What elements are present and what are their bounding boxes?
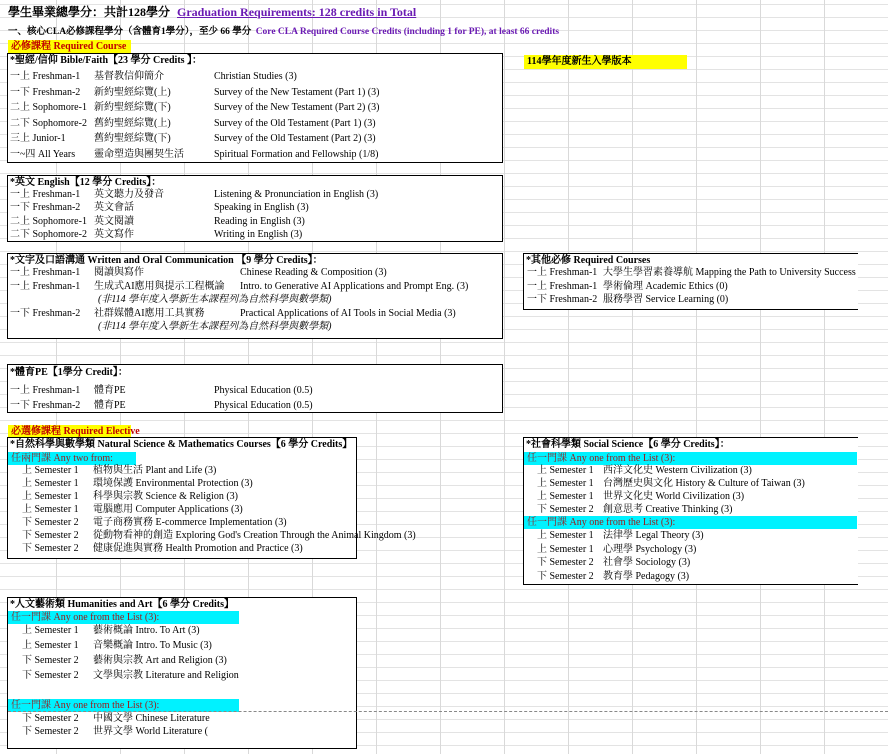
course-text: 西洋文化史 Western Civilization (3) — [603, 465, 752, 476]
semester-cell: 一上 Freshman-1 — [10, 189, 81, 200]
written-title: *文字及口語溝通 Written and Oral Communication 【9 學分 Credits】： — [10, 255, 323, 266]
semester-cell: 上 Semester 1 — [537, 543, 594, 555]
course-text: 世界文學 World Literature ( — [93, 726, 208, 737]
course-en: Chinese Reading & Composition (3) — [240, 267, 387, 278]
humanities-choose-bar-1: 任一門課 Any one from the List (3): — [8, 611, 239, 624]
title-en: Graduation Requirements: 128 credits in Total — [177, 5, 417, 19]
section1-heading — [8, 26, 559, 38]
pe-title: *體育PE【1學分 Credit】： — [10, 367, 128, 378]
course-text: 從動物看神的創造 Exploring God's Creation Through the Animal Kingdom (3) — [93, 530, 416, 541]
semester-cell: 下 Semester 2 — [22, 543, 79, 554]
course-zh: 英文閱讀 — [94, 215, 134, 227]
course-en: Listening & Pronunciation in English (3) — [214, 189, 379, 200]
course-text: 文學與宗教 Literature and Religion — [93, 670, 239, 681]
course-text: 環境保護 Environmental Protection (3) — [93, 478, 253, 489]
humanities-choose-bar-2: 任一門課 Any one from the List (3): — [8, 699, 239, 712]
semester-cell: 下 Semester 2 — [22, 655, 79, 666]
semester-cell: 二上 Sophomore-1 — [10, 102, 87, 113]
course-note: (非114 學年度入學新生本課程列為自然科學與數學類) — [98, 294, 332, 305]
semester-cell: 一上 Freshman-1 — [10, 280, 81, 292]
semester-cell: 一上 Freshman-1 — [10, 385, 81, 396]
semester-cell: 一上 Freshman-1 — [527, 267, 598, 278]
semester-cell: 三上 Junior-1 — [10, 133, 66, 144]
course-zh: 體育PE — [94, 385, 126, 396]
course-zh: 新約聖經綜覽(下) — [94, 102, 171, 113]
semester-cell: 上 Semester 1 — [22, 491, 79, 502]
semester-cell: 上 Semester 1 — [537, 530, 594, 541]
semester-cell: 二下 Sophomore-2 — [10, 228, 87, 240]
course-text: 健康促進與實務 Health Promotion and Practice (3) — [93, 543, 303, 554]
social-choose-bar-1: 任一門課 Any one from the List (3): — [524, 452, 857, 465]
semester-cell: 二下 Sophomore-2 — [10, 117, 87, 129]
course-en: Spiritual Formation and Fellowship (1/8) — [214, 148, 379, 160]
semester-cell: 一下 Freshman-2 — [10, 86, 81, 98]
course-text: 中國文學 Chinese Literature — [93, 713, 210, 724]
course-en: Practical Applications of AI Tools in Social Media (3) — [240, 307, 456, 319]
course-en: Speaking in English (3) — [214, 202, 309, 214]
course-zh: 新約聖經綜覽(上) — [94, 86, 171, 98]
semester-cell: 下 Semester 2 — [22, 726, 79, 737]
semester-cell: 二上 Sophomore-1 — [10, 215, 87, 227]
course-text: 藝術概論 Intro. To Art (3) — [93, 625, 200, 636]
course-en: Reading in English (3) — [214, 215, 305, 227]
course-zh: 英文寫作 — [94, 228, 134, 240]
version-label: 114學年度新生入學版本 — [524, 55, 687, 69]
semester-cell: 上 Semester 1 — [537, 478, 594, 489]
course-text: 藝術與宗教 Art and Religion (3) — [93, 655, 227, 666]
course-text: 電腦應用 Computer Applications (3) — [93, 504, 243, 515]
course-text: 科學與宗教 Science & Religion (3) — [93, 491, 238, 502]
course-en: Intro. to Generative AI Applications and Prompt Eng. (3) — [240, 280, 469, 292]
semester-cell: 一上 Freshman-1 — [10, 71, 81, 82]
semester-cell: 上 Semester 1 — [22, 478, 79, 489]
course-text: 服務學習 Service Learning (0) — [603, 294, 729, 305]
course-zh: 英文聽力及發音 — [94, 189, 164, 200]
semester-cell: 一下 Freshman-2 — [527, 294, 598, 305]
semester-cell: 一上 Freshman-1 — [10, 267, 81, 278]
course-en: Survey of the Old Testament (Part 1) (3) — [214, 117, 376, 129]
course-text: 電子商務實務 E-commerce Implementation (3) — [93, 517, 287, 528]
course-zh: 舊約聖經綜覽(下) — [94, 133, 171, 144]
semester-cell: 一上 Freshman-1 — [527, 280, 598, 292]
humanities-title: *人文藝術類 Humanities and Art【6 學分 Credits】 — [10, 599, 234, 610]
course-text: 世界文化史 World Civilization (3) — [603, 491, 745, 502]
course-note: (非114 學年度入學新生本課程列為自然科學與數學類) — [98, 321, 332, 332]
course-text: 植物與生活 Plant and Life (3) — [93, 465, 217, 476]
course-zh: 閱讀與寫作 — [94, 267, 144, 278]
required-header: 必修課程 Required Course — [8, 40, 131, 54]
natural-title: *自然科學與數學類 Natural Science & Mathematics Courses【6 學分 Credits】 — [10, 439, 353, 450]
course-en: Survey of the New Testament (Part 2) (3) — [214, 102, 380, 113]
semester-cell: 上 Semester 1 — [22, 465, 79, 476]
course-zh: 英文會話 — [94, 202, 134, 214]
course-en: Physical Education (0.5) — [214, 385, 313, 396]
semester-cell: 下 Semester 2 — [537, 504, 594, 515]
semester-cell: 一下 Freshman-2 — [10, 307, 81, 319]
course-en: Survey of the Old Testament (Part 2) (3) — [214, 133, 376, 144]
section1-en: Core CLA Required Course Credits (including 1 for PE), at least 66 credits — [255, 27, 560, 37]
semester-cell: 下 Semester 2 — [537, 570, 594, 582]
semester-cell: 下 Semester 2 — [22, 713, 79, 724]
semester-cell: 上 Semester 1 — [537, 465, 594, 476]
course-text: 社會學 Sociology (3) — [603, 557, 691, 568]
semester-cell: 一~四 All Years — [10, 148, 76, 160]
social-choose-bar-2: 任一門課 Any one from the List (3): — [524, 516, 857, 529]
course-text: 大學生學習素養導航 Mapping the Path to University Success — [603, 267, 856, 278]
semester-cell: 上 Semester 1 — [22, 640, 79, 651]
semester-cell: 下 Semester 2 — [537, 557, 594, 568]
course-en: Survey of the New Testament (Part 1) (3) — [214, 86, 380, 98]
course-zh: 舊約聖經綜覽(上) — [94, 117, 171, 129]
course-zh: 體育PE — [94, 400, 126, 411]
course-text: 教育學 Pedagogy (3) — [603, 570, 690, 582]
english-title: *英文 English【12 學分 Credits】： — [10, 177, 162, 188]
course-zh: 生成式AI應用與提示工程概論 — [94, 280, 225, 292]
course-text: 台灣歷史與文化 History & Culture of Taiwan (3) — [603, 478, 805, 489]
semester-cell: 下 Semester 2 — [22, 530, 79, 541]
course-text: 音樂概論 Intro. To Music (3) — [93, 640, 212, 651]
semester-cell: 下 Semester 2 — [22, 670, 79, 681]
bible-title: *聖經/信仰 Bible/Faith【23 學分 Credits 】： — [10, 55, 203, 66]
semester-cell: 一下 Freshman-2 — [10, 202, 81, 214]
course-text: 創意思考 Creative Thinking (3) — [603, 504, 733, 515]
course-text: 心理學 Psychology (3) — [603, 543, 697, 555]
section1-zh: 一、核心CLA必修課程學分（含體育1學分），至少 66 學分 — [8, 27, 252, 37]
page-break-line — [8, 711, 888, 712]
course-zh: 靈命塑造與團契生活 — [94, 148, 184, 160]
course-en: Physical Education (0.5) — [214, 400, 313, 411]
natural-choose-bar: 任兩門課 Any two from: — [8, 452, 136, 465]
semester-cell: 上 Semester 1 — [537, 491, 594, 502]
other-title: *其他必修 Required Courses — [526, 255, 651, 266]
title-zh: 學生畢業總學分：共計128學分 — [8, 5, 171, 19]
course-zh: 基督教信仰簡介 — [94, 71, 164, 82]
course-text: 學術倫理 Academic Ethics (0) — [603, 280, 728, 292]
semester-cell: 上 Semester 1 — [22, 625, 79, 636]
page-title — [8, 6, 416, 18]
course-en: Writing in English (3) — [214, 228, 303, 240]
course-zh: 社群媒體AI應用工具實務 — [94, 307, 205, 319]
course-en: Christian Studies (3) — [214, 71, 297, 82]
semester-cell: 上 Semester 1 — [22, 504, 79, 515]
semester-cell: 下 Semester 2 — [22, 517, 79, 528]
semester-cell: 一下 Freshman-2 — [10, 400, 81, 411]
course-text: 法律學 Legal Theory (3) — [603, 530, 704, 541]
social-title: *社會科學類 Social Science【6 學分 Credits】： — [526, 439, 730, 450]
elective-header: 必選修課程 Required Elective — [8, 425, 131, 439]
